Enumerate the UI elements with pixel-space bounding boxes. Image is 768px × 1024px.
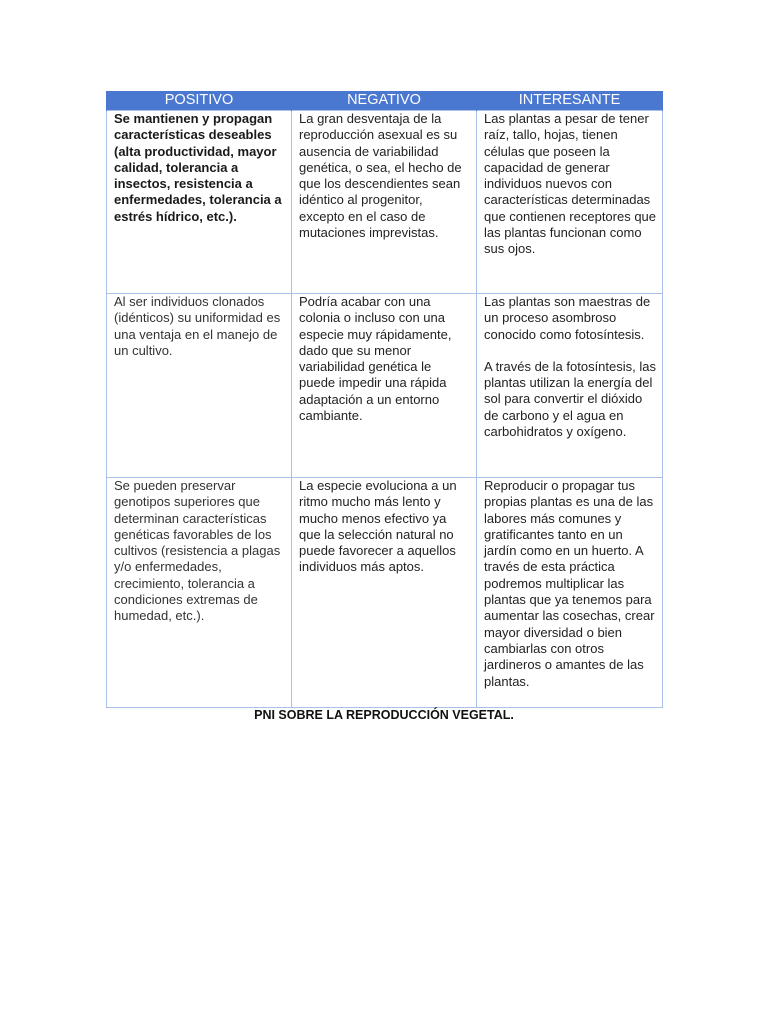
table-row <box>107 294 663 478</box>
cell-paragraph: A través de la fotosíntesis, las plantas utilizan la energía del sol para convertir el dióxido de carbono y el agua en carbohidratos y oxígeno. <box>484 358 656 440</box>
document-caption: PNI SOBRE LA REPRODUCCIÓN VEGETAL. <box>254 708 514 722</box>
cell-positivo: Al ser individuos clonados (idénticos) su uniformidad es una ventaja en el manejo de un cultivo. <box>107 294 292 478</box>
header-negativo: NEGATIVO <box>292 91 477 111</box>
cell-interesante <box>477 111 663 294</box>
cell-positivo: Se mantienen y propagan características deseables (alta productividad, mayor calidad, tolerancia a insectos, resistencia a enfermedades, tolerancia a estrés hídrico, etc.). <box>107 111 292 294</box>
cell-paragraph: Las plantas son maestras de un proceso asombroso conocido como fotosíntesis. <box>484 294 651 342</box>
cell-paragraph: Reproducir o propagar tus propias plantas es una de las labores más comunes y gratificantes tanto en un jardín como en un huerto. A través de esta práctica podremos multiplicar las plantas que ya tenemos para aumentar las cosechas, crear mayor diversidad o bien cambiarlas con otros jardineros o amantes de las plantas. <box>484 478 655 689</box>
table-header-row <box>107 91 663 111</box>
header-positivo: POSITIVO <box>107 91 292 111</box>
pni-table <box>106 91 663 708</box>
cell-negativo: La especie evoluciona a un ritmo mucho más lento y mucho menos efectivo ya que la selección natural no puede favorecer a aquellos individuos más aptos. <box>292 478 477 708</box>
cell-interesante <box>477 478 663 708</box>
cell-positivo: Se pueden preservar genotipos superiores que determinan características genéticas favorables de los cultivos (resistencia a plagas y/o enfermedades, crecimiento, tolerancia a condiciones extremas de humedad, etc.). <box>107 478 292 708</box>
cell-negativo: Podría acabar con una colonia o incluso con una especie muy rápidamente, dado que su menor variabilidad genética le puede impedir una rápida adaptación a un entorno cambiante. <box>292 294 477 478</box>
cell-interesante <box>477 294 663 478</box>
cell-paragraph: Las plantas a pesar de tener raíz, tallo, hojas, tienen células que poseen la capacidad de generar individuos nuevos con características determinadas que contienen receptores que las plantas funcionan como sus ojos. <box>484 111 657 257</box>
cell-negativo: La gran desventaja de la reproducción asexual es su ausencia de variabilidad genética, o sea, el hecho de que los descendientes sean idéntico al progenitor, excepto en el caso de mutaciones imprevistas. <box>292 111 477 294</box>
table-row <box>107 111 663 294</box>
header-interesante: INTERESANTE <box>477 91 663 111</box>
table-row <box>107 478 663 708</box>
